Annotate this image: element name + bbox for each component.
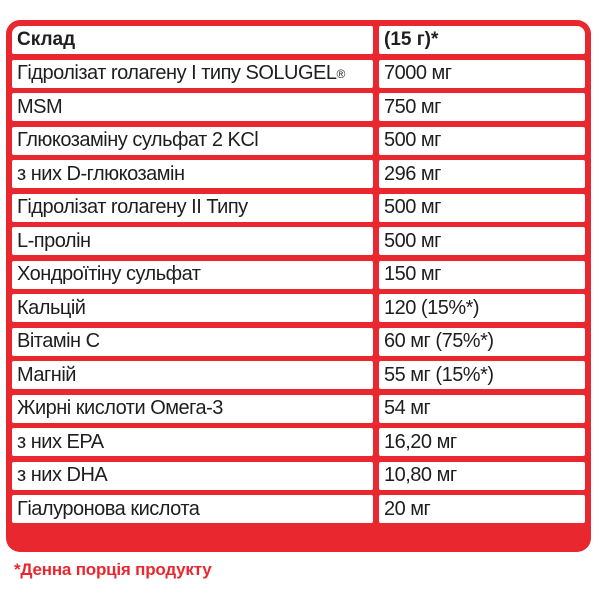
ingredient-name: Хондроїтіну сульфат (12, 261, 373, 289)
table-row (12, 495, 585, 523)
table-row (12, 261, 585, 289)
ingredient-name-text: Гідролізат rолагену I типу SOLUGEL (17, 62, 337, 84)
footnote-daily-portion: *Денна порція продукту (14, 560, 212, 579)
ingredient-name: з них DHA (12, 462, 373, 490)
ingredient-amount: 54 мг (379, 395, 585, 423)
header-name-cell: Склад (12, 26, 373, 54)
ingredient-name: Магній (12, 361, 373, 389)
table-row (12, 60, 585, 88)
ingredient-amount: 7000 мг (379, 60, 585, 88)
table-header-row (12, 26, 585, 54)
ingredient-amount: 500 мг (379, 194, 585, 222)
ingredient-amount: 150 мг (379, 261, 585, 289)
table-row (12, 361, 585, 389)
table-row (12, 194, 585, 222)
ingredient-name: L-пролін (12, 227, 373, 255)
ingredient-amount: 120 (15%*) (379, 294, 585, 322)
composition-table (12, 26, 585, 529)
ingredient-name: MSM (12, 93, 373, 121)
ingredient-name: Гідролізат rолагену I типу SOLUGEL ® (12, 60, 373, 88)
table-row (12, 395, 585, 423)
ingredient-amount: 500 мг (379, 127, 585, 155)
ingredient-name: Гіалуронова кислота (12, 495, 373, 523)
ingredient-name: з них D-глюкозамін (12, 160, 373, 188)
ingredient-name: Гідролізат rолагену II Типу (12, 194, 373, 222)
table-row (12, 127, 585, 155)
ingredient-amount: 55 мг (15%*) (379, 361, 585, 389)
header-amount-cell: (15 г)* (379, 26, 585, 54)
table-row (12, 328, 585, 356)
ingredient-name: Жирні кислоти Омега-3 (12, 395, 373, 423)
ingredient-amount: 500 мг (379, 227, 585, 255)
ingredient-name: Вітамін С (12, 328, 373, 356)
ingredient-amount: 750 мг (379, 93, 585, 121)
ingredient-amount: 60 мг (75%*) (379, 328, 585, 356)
ingredient-amount: 296 мг (379, 160, 585, 188)
ingredient-amount: 16,20 мг (379, 428, 585, 456)
ingredient-amount: 20 мг (379, 495, 585, 523)
table-row (12, 294, 585, 322)
table-row (12, 462, 585, 490)
table-row (12, 428, 585, 456)
table-row (12, 227, 585, 255)
table-row (12, 160, 585, 188)
ingredient-name: з них EPA (12, 428, 373, 456)
ingredient-name: Глюкозаміну сульфат 2 KCl (12, 127, 373, 155)
ingredient-name: Кальцій (12, 294, 373, 322)
table-row (12, 93, 585, 121)
ingredient-amount: 10,80 мг (379, 462, 585, 490)
